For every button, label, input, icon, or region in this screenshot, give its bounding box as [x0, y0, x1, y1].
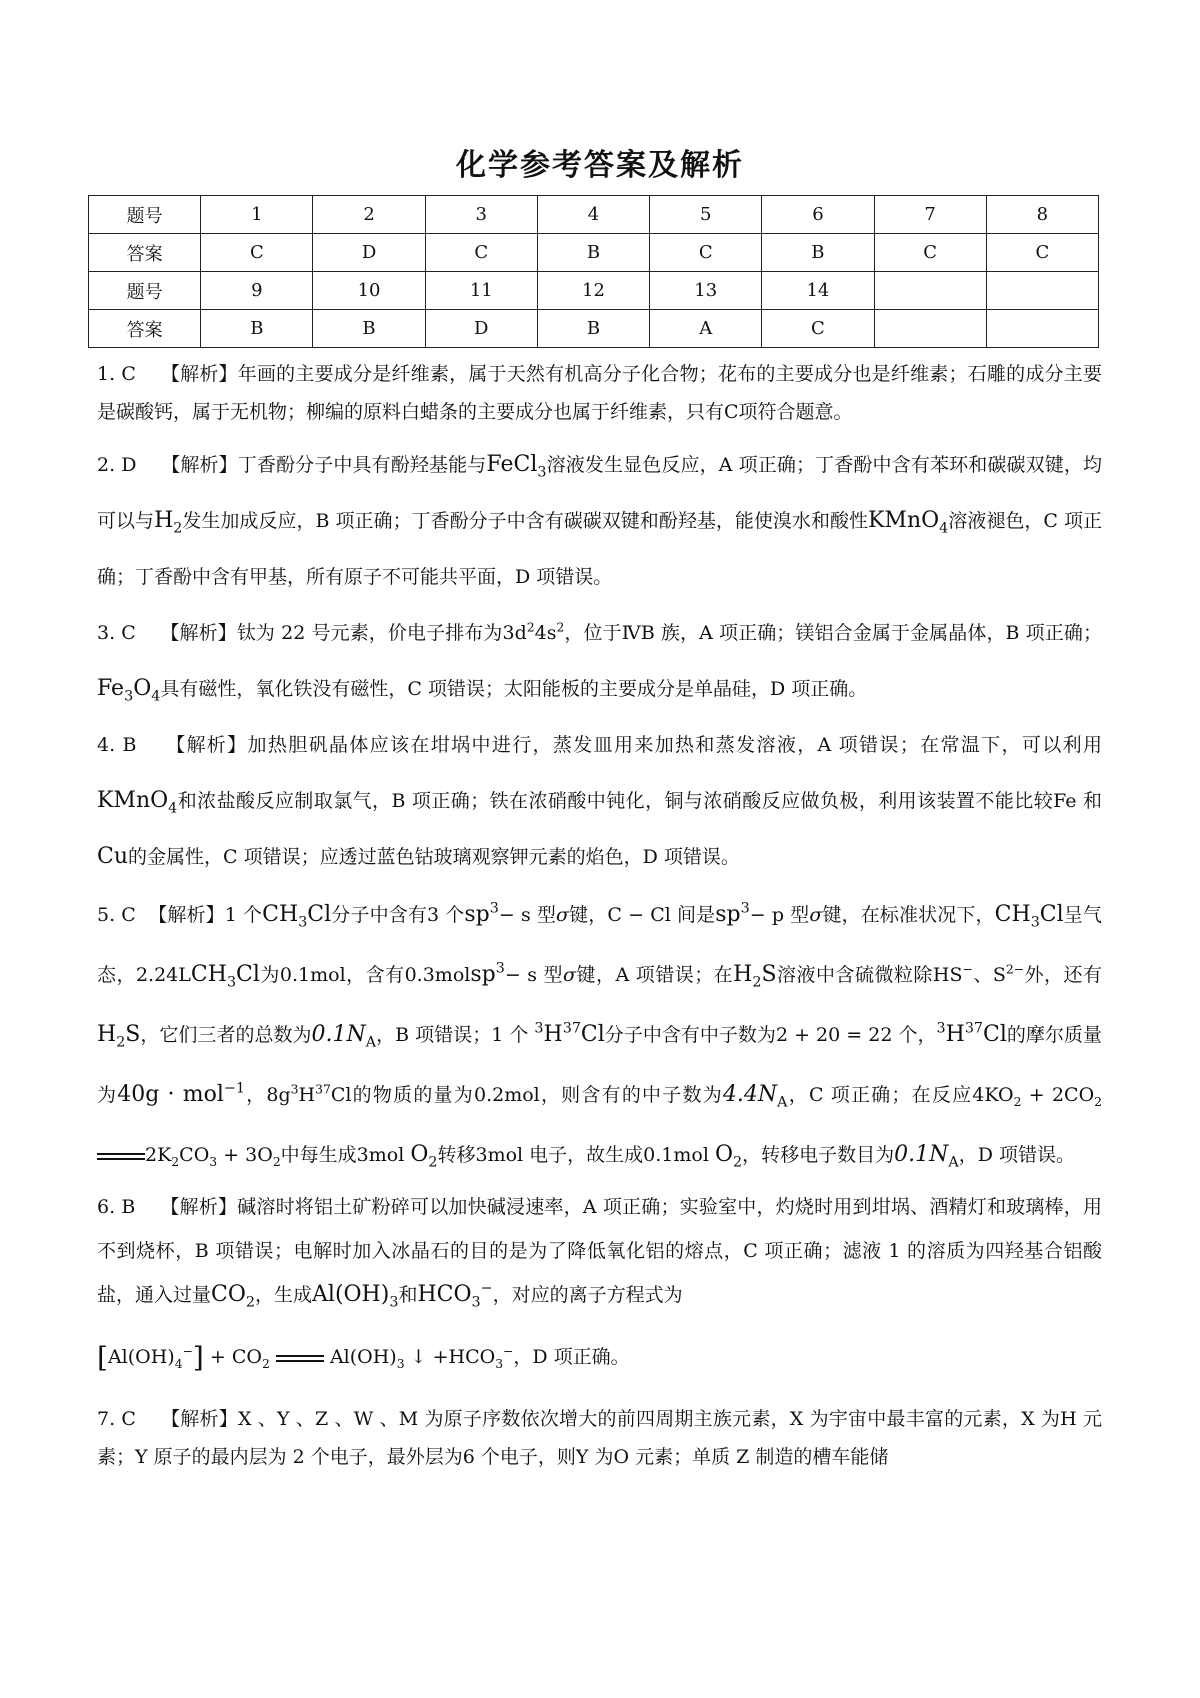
table-cell: 2: [313, 196, 425, 234]
table-cell: 3: [425, 196, 537, 234]
q-number: 6. B: [97, 1196, 136, 1218]
table-cell: [874, 272, 986, 310]
table-row: [89, 310, 1099, 348]
analysis-tag: 【解析】: [148, 904, 225, 926]
q-number: 5. C: [97, 904, 136, 926]
table-cell: C: [874, 234, 986, 272]
q-number: 4. B: [97, 734, 137, 756]
row-header-cell: 答案: [89, 310, 201, 348]
formula-kmno4: KMnO$_4$: [97, 788, 178, 817]
q-number: 1. C: [97, 363, 136, 385]
solution-text: 加热胆矾晶体应该在坩埚中进行，蒸发皿用来加热和蒸发溶液，A 项错误；在常温下，可以利用: [247, 734, 1102, 756]
formula-cu: Cu: [97, 844, 129, 869]
solution-text: 丁香酚分子中具有酚羟基能与: [237, 454, 487, 476]
solution-1: [97, 355, 1102, 431]
solution-text: 具有磁性，氧化铁没有磁性，C 项错误；太阳能板的主要成分是单晶硅，D 项正确。: [160, 678, 868, 700]
table-cell: 10: [313, 272, 425, 310]
solution-text: X 、Y 、Z 、W 、M 为原子序数依次增大的前四周期主族元素，X 为宇宙中最丰富的元素，X 为H 元素；Y 原子的最内层为 2 个电子，最外层为6 个电子，则Y 为O 元素；单质 Z 制造的槽车能储: [97, 1408, 1102, 1468]
table-row: [89, 272, 1099, 310]
solution-text: 钛为 22 号元素，价电子排布为3d: [236, 622, 527, 644]
table-cell: B: [537, 310, 649, 348]
table-cell: 5: [650, 196, 762, 234]
table-cell: B: [537, 234, 649, 272]
solution-text: ，位于ⅣB 族，A 项正确；镁铝合金属于金属晶体，B 项正确；: [564, 622, 1102, 644]
table-cell: 7: [874, 196, 986, 234]
analysis-tag: 【解析】: [160, 363, 238, 385]
solution-text: 和浓盐酸反应制取氯气，B 项正确；铁在浓硝酸中钝化，铜与浓硝酸反应做负极，利用该装置不能比较Fe 和: [177, 790, 1102, 812]
row-header-cell: 题号: [89, 272, 201, 310]
table-cell: B: [762, 234, 874, 272]
solution-text: 发生加成反应，B 项正确；丁香酚分子中含有碳碳双键和酚羟基，能使溴水和酸性: [182, 510, 868, 532]
table-cell: C: [650, 234, 762, 272]
analysis-tag: 【解析】: [160, 622, 237, 644]
table-cell: 9: [201, 272, 313, 310]
table-cell: [874, 310, 986, 348]
solution-text: 溶液褪色，C 项正确；丁香酚中含有甲基，所有原子不可能共平面，D 项错误。: [97, 510, 1102, 588]
formula-kmno4: KMnO$_4$: [868, 508, 949, 537]
table-cell: 1: [201, 196, 313, 234]
table-cell: 14: [762, 272, 874, 310]
equals-arrow: [97, 1151, 145, 1161]
solution-3: 3. C 【解析】钛为 22 号元素，价电子排布为$3d^24s^2$，位于ⅣB 族，A 项正确；镁铝合金属于金属晶体，B 项正确；$Fe_3O_4$具有磁性，氧化铁没有磁性，C 项错误；太阳能板的主要成分是单晶硅，D 项正确。: [97, 620, 1102, 705]
solution-7: [97, 1400, 1102, 1476]
table-cell: D: [425, 310, 537, 348]
table-cell: B: [201, 310, 313, 348]
ionic-equation: $[Al(OH)_4^-] + CO_2$ $Al(OH)_3$ ↓ $+HCO_3^-$，D 项正确。: [97, 1341, 630, 1374]
formula-fecl3: FeCl$_3$: [486, 452, 547, 481]
table-cell: 4: [537, 196, 649, 234]
table-cell: C: [201, 234, 313, 272]
solution-5: 5. C 【解析】1 个$CH_3Cl$分子中含有3 个$sp^3- s$ 型σ键，C − Cl 间是$sp^3- p$ 型σ键，在标准状况下，$CH_3Cl$呈气态，$2.24LCH_3Cl$为0.1mol，含有0.3molsp$^3$− s 型σ键，A 项错误；在$H_2S$溶液中含硫微粒除HS−、$S^{2-}$外，还有$H_2S$，它们三者的总数为$0.1N_A$，B 项错误；1 个 $^3H^{37}Cl$分子中含有中子数为2 + 20 = 22 个，$^3H^{37}Cl$的摩尔质量为40g · mol$^{-1}$，$8g^3H^{37}Cl$的物质的量为0.2mol，则含有的中子数为$4.4N_A$，C 项正确；在反应$4KO_2 + 2CO_22K_2CO_3 + 3O_2$中每生成3mol $O_2$转移3mol 电子，故生成0.1mol $O_2$，转移电子数目为$0.1N_A$，D 项错误。: [97, 900, 1103, 1171]
solution-text: 年画的主要成分是纤维素，属于天然有机高分子化合物；花布的主要成分也是纤维素；石雕的成分主要是碳酸钙，属于无机物；柳编的原料白蜡条的主要成分也属于纤维素，只有C项符合题意。: [97, 363, 1102, 423]
table-cell: 12: [537, 272, 649, 310]
q-number: 2. D: [97, 454, 137, 476]
row-header-cell: 答案: [89, 234, 201, 272]
q-number: 7. C: [97, 1408, 136, 1430]
table-cell: C: [762, 310, 874, 348]
analysis-tag: 【解析】: [160, 1196, 238, 1218]
solution-text: 溶液发生显色反应，A 项正确；丁香酚中含有苯环和碳碳双键，均可以与: [97, 454, 1102, 532]
solutions: [97, 355, 1102, 1476]
analysis-tag: 【解析】: [166, 734, 248, 756]
table-cell: C: [425, 234, 537, 272]
table-cell: 13: [650, 272, 762, 310]
analysis-tag: 【解析】: [161, 1408, 238, 1430]
equals-arrow: [276, 1353, 324, 1363]
table-cell: 6: [762, 196, 874, 234]
solution-4: [97, 717, 1102, 885]
formula-h2: $H_2$: [154, 508, 183, 537]
solution-text: 的金属性，C 项错误；应透过蓝色钴玻璃观察钾元素的焰色，D 项错误。: [128, 846, 740, 868]
table-cell: A: [650, 310, 762, 348]
analysis-tag: 【解析】: [161, 454, 238, 476]
table-cell: 11: [425, 272, 537, 310]
table-row: [89, 234, 1099, 272]
table-cell: D: [313, 234, 425, 272]
table-cell: [986, 272, 1098, 310]
answer-table: [88, 195, 1099, 348]
table-cell: 8: [986, 196, 1098, 234]
table-row: [89, 196, 1099, 234]
table-cell: C: [986, 234, 1098, 272]
formula-fe3o4: $Fe_3O_4$: [97, 676, 161, 705]
table-cell: [986, 310, 1098, 348]
row-header-cell: 题号: [89, 196, 201, 234]
solution-6: 6. B 【解析】碱溶时将铝土矿粉碎可以加快碱浸速率，A 项正确；实验室中，灼烧时用到坩埚、酒精灯和玻璃棒，用不到烧杯，B 项错误；电解时加入冰晶石的目的是为了降低氧化铝的熔点，C 项正确；滤液 1 的溶质为四羟基合铝酸盐，通入过量$CO_2$，生成$Al(OH)_3$和$HCO_3^-$，对应的离子方程式为 $[Al(OH)_4^-] + CO_2$ $Al(OH)_3$ ↓ $+HCO_3^-$，D 项正确。: [97, 1185, 1102, 1380]
solution-2: [97, 437, 1102, 605]
q-number: 3. C: [97, 622, 136, 644]
page-title: 化学参考答案及解析: [456, 148, 744, 183]
table-cell: B: [313, 310, 425, 348]
